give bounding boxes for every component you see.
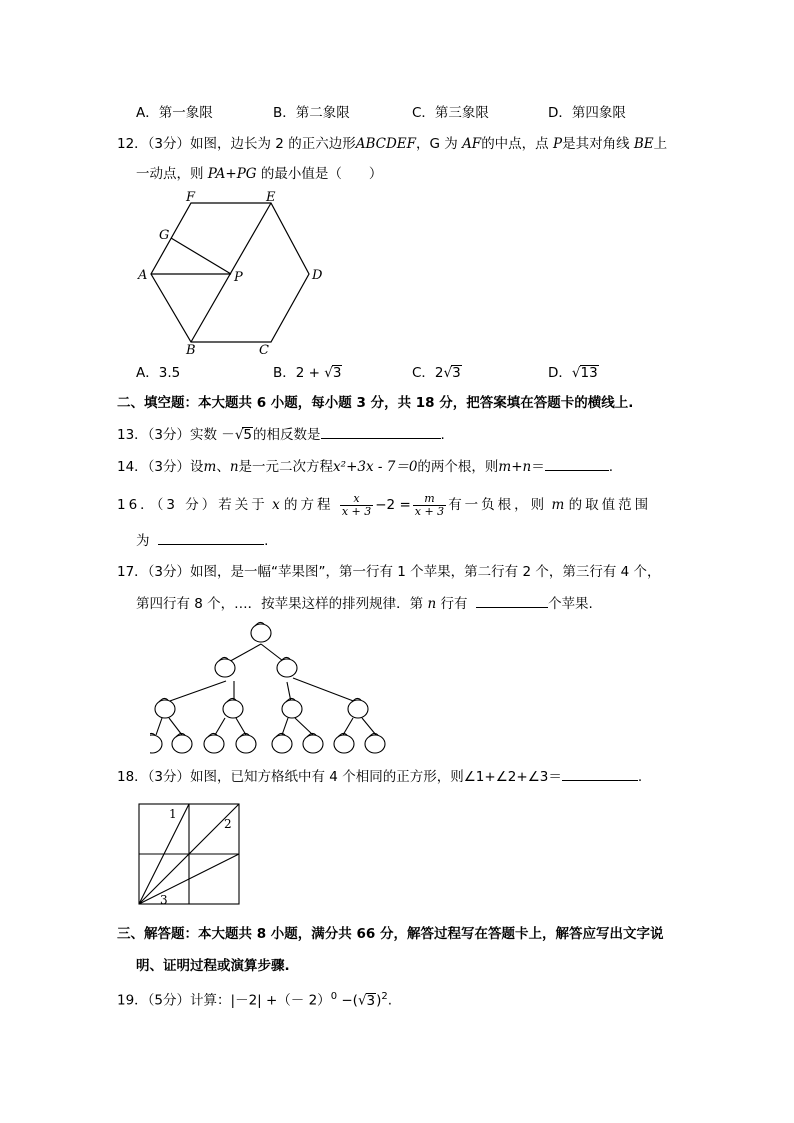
q12-af: AF [462, 136, 482, 152]
q13: 13．（3分）实数 －√5的相反数是 . [117, 424, 445, 445]
q17-line2-prefix: 第四行有 8 个，…．按苹果这样的排列规律．第 [136, 596, 424, 612]
q16-minus-two: −2 = [375, 497, 411, 513]
section3-heading-line2: 明、证明过程或演算步骤. [136, 958, 290, 974]
q11-option-b: B．第二象限 [273, 105, 350, 121]
q12-option-d-prefix: D． [548, 365, 572, 381]
label-b: B [186, 343, 196, 358]
apple-tree-figure [150, 615, 400, 760]
q12-option-c-prefix: C．2 [412, 365, 444, 381]
label-d: D [312, 268, 323, 283]
angle-1-label: 1 [169, 807, 177, 821]
q12-stem-line1 [117, 134, 667, 154]
q12-diagonal-text: 是其对角线 [562, 136, 630, 152]
q16-fraction-2 [413, 493, 446, 518]
apple-icon [236, 733, 256, 753]
q16-period: . [264, 533, 269, 549]
q12-stem-line2 [136, 164, 382, 184]
q14-equals: ＝ [531, 459, 545, 475]
q17-answer-blank[interactable] [476, 593, 548, 608]
q19: 19．（5分）计算：|－2| +（－ $2)^0 -(√3)^2$. [117, 991, 393, 1009]
angle-3-label: 3 [160, 893, 168, 907]
q11-option-a: A．第一象限 [136, 105, 213, 121]
q14-answer-blank[interactable] [545, 456, 609, 471]
q17-line2-mid: 行有 [440, 596, 468, 612]
q16-frac2-num: m [424, 491, 435, 505]
label-g: G [159, 228, 170, 243]
apple-icon [334, 733, 354, 753]
q12-option-a: A．3.5 [136, 365, 181, 381]
q19-period: . [387, 992, 393, 1009]
q19-prefix: 19．（5分）计算：|－2| +（－ 2） [117, 992, 331, 1009]
q16-answer-blank[interactable] [158, 530, 264, 545]
q12-option-d: D．√13 [548, 365, 598, 381]
q19-exponent-2: 2 [381, 991, 388, 1002]
q12-option-b: B．2 + √3 [273, 365, 342, 381]
section2-heading: 二、填空题：本大题共 6 小题，每小题 3 分，共 18 分，把答案填在答题卡的横线上. [117, 395, 634, 411]
apple-icon [348, 698, 368, 718]
q17-n: n [427, 596, 437, 612]
apple-group [150, 622, 385, 753]
label-f: F [186, 190, 196, 205]
apple-icon [282, 698, 302, 718]
q12-option-d-radicand: 13 [580, 365, 598, 381]
apple-icon [277, 657, 297, 677]
q18-text: 18．（3分）如图，已知方格纸中有 4 个相同的正方形，则∠1+∠2+∠3＝ [117, 769, 562, 785]
q16-line2 [136, 530, 268, 551]
q12-be: BE [633, 136, 654, 152]
q12-prefix: 12．（3分）如图，边长为 2 的正六边形 [117, 136, 356, 152]
angle-2-label: 2 [224, 817, 232, 831]
q16-wei: 为 [136, 533, 150, 549]
q18-answer-blank[interactable] [562, 766, 638, 781]
q16-fraction-1 [340, 493, 373, 518]
label-c: C [259, 343, 269, 358]
q16-m: m [551, 497, 565, 513]
q14-m: m [203, 459, 217, 475]
q12-line2-b: 的最小值是（ ） [260, 166, 383, 182]
q16-frac2-den: x + 3 [414, 504, 445, 518]
q17-line2-post: 个苹果. [548, 596, 593, 612]
q12-option-c: C．2√3 [412, 365, 461, 381]
apple-icon [204, 733, 224, 753]
q12-line2-a: 一动点，则 [136, 166, 204, 182]
q12-g-part: ，G 为 [416, 136, 458, 152]
q14-text: 是一元二次方程 [238, 459, 334, 475]
q16-text: 有一负根，则 [448, 497, 548, 513]
q14-n: n [229, 459, 239, 475]
q19-minus: −( [337, 992, 358, 1009]
apple-icon [303, 733, 323, 753]
q16-text2: 的取值范围 [568, 497, 652, 513]
q14 [117, 456, 613, 477]
q14-prefix: 14．（3分）设 [117, 459, 204, 475]
apple-icon [251, 622, 271, 642]
q11-option-d: D．第四象限 [548, 105, 626, 121]
q13-period: . [440, 427, 445, 443]
q12-option-b-radicand: 3 [332, 365, 342, 381]
apple-icon [365, 733, 385, 753]
hexagon-figure [130, 186, 330, 358]
q13-answer-blank[interactable] [321, 424, 441, 439]
q16-line1 [117, 492, 651, 518]
q16-prefix: 16．（3 分）若关于 [117, 497, 268, 513]
q19-radicand: 3 [366, 992, 376, 1009]
q19-exponent-0: 0 [330, 991, 338, 1002]
q16-x: x [272, 497, 280, 513]
q12-option-b-prefix: B．2 + [273, 365, 320, 381]
q14-period: . [608, 459, 614, 475]
q14-comma: 、 [216, 459, 230, 475]
q13-text: 的相反数是 [253, 427, 321, 443]
apple-icon [155, 698, 175, 718]
q12-option-c-radicand: 3 [452, 365, 461, 381]
q16-equation-label: 的方程 [284, 497, 334, 513]
section3-heading-line1: 三、解答题：本大题共 8 小题，满分共 66 分，解答过程写在答题卡上，解答应写出文字说 [117, 926, 664, 942]
q14-equation: x²+3x - 7＝0 [333, 459, 418, 475]
q18 [117, 766, 642, 787]
q12-on-text: 上 [653, 136, 668, 152]
q19-close-paren: ) [376, 992, 382, 1009]
q17-line1: 17．（3分）如图，是一幅“苹果图”，第一行有 1 个苹果，第二行有 2 个，第三行有 4 个， [117, 564, 661, 580]
q13-radicand: 5 [243, 427, 253, 443]
label-e: E [266, 190, 276, 205]
q14-text2: 的两个根，则 [417, 459, 499, 475]
label-p: P [234, 270, 243, 285]
q12-point-p: P [552, 136, 563, 152]
q13-prefix: 13．（3分）实数 － [117, 427, 235, 443]
q16-frac1-num: x [353, 491, 360, 505]
q11-option-c: C．第三象限 [412, 105, 489, 121]
apple-icon [223, 698, 243, 718]
q16-frac1-den: x + 3 [341, 504, 372, 518]
q14-sum: m+n [498, 459, 532, 475]
apple-icon [272, 733, 292, 753]
label-a: A [138, 268, 148, 283]
apple-icon [172, 733, 192, 753]
q18-period: . [637, 769, 643, 785]
grid-squares-figure [134, 798, 246, 908]
q12-midpoint-text: 的中点，点 [481, 136, 549, 152]
q17-line2 [136, 593, 593, 614]
apple-icon [150, 733, 162, 753]
q12-hexagon-name: ABCDEF [355, 136, 416, 152]
q12-pa-pg: PA+PG [207, 166, 257, 182]
